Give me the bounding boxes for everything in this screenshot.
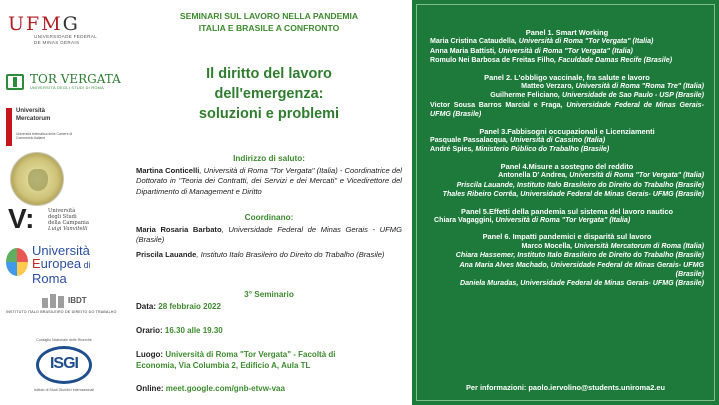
vanvitelli-mark: V: [8,203,35,234]
logo-column [0,0,128,405]
meet-link[interactable]: meet.google.com/gnb-etvw-vaa [165,384,285,393]
ufmg-sub2: DE MINAS GERAIS [34,39,80,45]
ufmg-logo [8,14,120,45]
tor-vergata-name: TOR VERGATA [30,72,121,86]
isgi-top: Consiglio Nazionale delle Ricerche [36,338,92,342]
tor-vergata-logo [6,72,128,94]
isgi-logo [14,338,114,398]
date-row: Data: 28 febbraio 2022 [136,302,221,311]
event-details [128,0,410,405]
uer-globe-icon [6,248,28,276]
vanvitelli-logo [8,203,126,238]
event-title: Il diritto del lavoro dell'emergenza: soluzioni e problemi [198,66,340,122]
mercatorum-l3: Università telematica delle Camere di Commercio Italiane [16,132,73,140]
ufmg-mark-b: M [41,13,63,35]
panel-6: Panel 6. Impatti pandemici e disparità sul lavoro Marco Mocella, Università Mercatorum di Roma (Italia) Chiara Hassemer, Instituto Italo Brasileiro de Direito do Trabalho (Brasile) Ana Maria Alves Machado, Universidade Federal de Minas Gerais- UFMG (Brasile) Daniela Muradas, Universidade Federal de Minas Gerais- UFMG (Brasile) [455,232,704,288]
tor-vergata-icon [6,74,24,90]
coord2-text: Priscila Lauande, Instituto Italo Brasileiro do Direito do Trabalho (Brasile) [136,250,385,259]
ibdt-logo [6,294,126,318]
ibdt-columns-icon: IBDT [42,294,84,308]
coord1-text: Maria Rosaria Barbato, Universidade Federal de Minas Gerais - UFMG (Brasile) [136,225,402,245]
vanvitelli-text: Università degli Studi della Campania Luigi Vanvitelli [48,208,89,232]
panel-5: Panel 5.Effetti della pandemia sul sistema del lavoro nautico Chiara Vagaggini, Università di Roma "Tor Vergata" (Italia) [434,206,673,224]
time-row: Orario: 16.30 alle 19.30 [136,326,223,335]
uer-text: Università Europea di Roma [32,243,91,286]
panel-4: Panel 4.Misure a sostegno del reddito Antonella D' Andrea, Università di Roma "Tor Vergata" (Italia) Priscila Lauande, Instituto Italo Brasileiro do Direito do Trabalho (Brasile) Thales Ribeiro Corrêa, Universidade Federal de Minas Gerais- UFMG (Brasile) [442,161,704,199]
uer-logo [6,244,124,284]
panel-3: Panel 3.Fabbisogni occupazionali e Licenziamenti Pasquale Passalacqua, Università di Cassino (Italia) André Spies, Ministerio Público do Trabalho (Brasile) [430,126,655,154]
contact-info[interactable]: Per informazioni: paolo.iervolino@students.uniroma2.eu [466,383,665,392]
saluto-heading: Indirizzo di saluto: [233,154,305,163]
online-row: Online: meet.google.com/gnb-etvw-vaa [136,384,285,393]
coord-heading: Coordinano: [244,213,294,222]
panel-1: Panel 1. Smart Working Maria Cristina Cataudella, Università di Roma "Tor Vergata" (Italia) Anna Maria Battisti, Università di Roma "Tor Vergata" (Italia) Romulo Nei Barbosa de Freitas Filho, Faculdade Damas Recife (Brasile) [430,28,673,65]
location-row: Luogo: Università di Roma "Tor Vergata" - Facoltà di Economia, Via Columbia 2, Edificio A, Aula TL [136,350,336,370]
panel-2: Panel 2. L'obbligo vaccinale, fra salute e lavoro Matteo Verzaro, Università di Roma "Roma Tre" (Italia) Guilherme Feliciano, Universidade de Sao Paulo - USP (Brasile) Victor Sousa Barros Marcial e Fraga, Universidade Federal de Minas Gerais- UFMG (Brasile) [430,72,704,119]
mercatorum-logo [6,108,96,150]
series-header: SEMINARI SUL LAVORO NELLA PANDEMIA ITALIA E BRASILE A CONFRONTO [179,11,359,33]
mercatorum-bar-icon [6,108,12,146]
saluto-text: Martina Conticelli, Università di Roma "Tor Vergata" (Italia) - Coordinatrice del Dottorato in "Teoria dei Contratti, dei Servizi e dei Mercati" e Vicedirettore del Dipartimento di Management e Diritto [136,166,402,196]
program-list [430,28,704,296]
isgi-ring-icon: ISGI [36,346,92,384]
isgi-bottom: Istituto di Studi Giuridici Internazionali [34,388,94,392]
ufmg-sub1: UNIVERSIDADE FEDERAL [34,34,97,39]
seminar-number: 3° Seminario [244,290,294,299]
ufmg-mark-a: UF [8,13,42,35]
ibdt-sub: INSTITUTO ITALO BRASILEIRO DE DIREITO DO TRABALHO [6,310,117,314]
cassino-seal-icon [10,152,64,206]
tor-vergata-sub: UNIVERSITÀ DEGLI STUDI DI ROMA [30,86,104,90]
program-panel [412,0,719,405]
ufmg-mark-c: G [62,13,80,35]
mercatorum-l2: Mercatorum [16,116,51,122]
mercatorum-l1: Università [16,108,46,114]
